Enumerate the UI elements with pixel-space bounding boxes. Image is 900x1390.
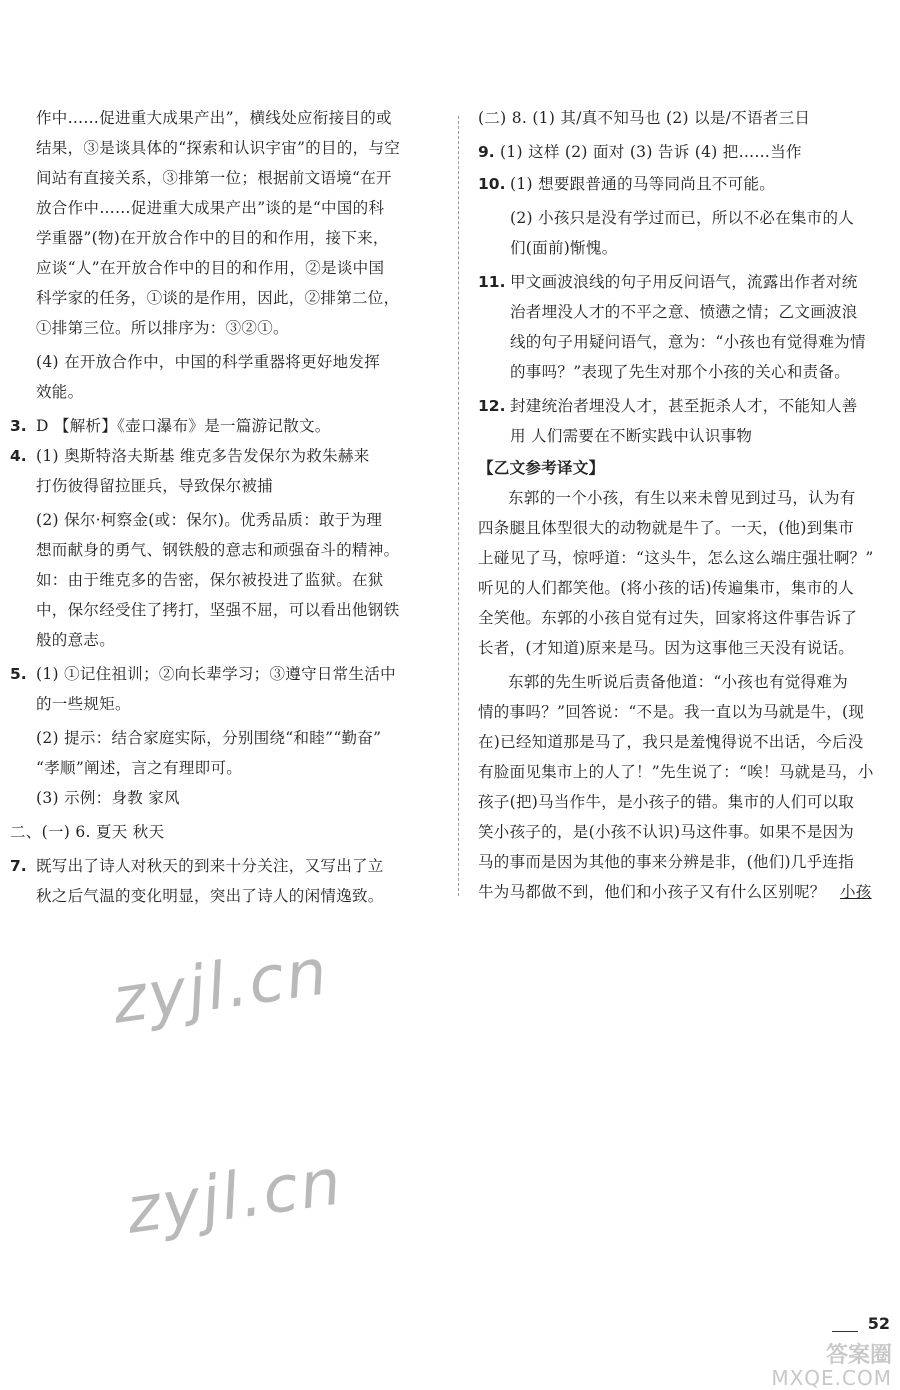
text-line: 东郭的一个小孩，有生以来未曾见到过马，认为有: [508, 489, 856, 507]
text-line: 东郭的先生听说后责备他道：“小孩也有觉得难为: [508, 673, 849, 691]
text-line: 用 人们需要在不断实践中认识事物: [510, 427, 753, 445]
text-line: 作中……促进重大成果产出”，横线处应衔接目的或: [36, 109, 392, 127]
column-divider: [458, 116, 459, 896]
question-number: 12.: [478, 397, 506, 415]
text-line: (1) 这样 (2) 面对 (3) 告诉 (4) 把……当作: [500, 143, 802, 161]
text-line: 听见的人们都笑他。(将小孩的话)传遍集市，集市的人: [478, 579, 855, 597]
watermark: zyjl.cn: [107, 935, 334, 1039]
question-number: 10.: [478, 175, 506, 193]
text-line: 般的意志。: [36, 631, 116, 649]
footer-rule: [832, 1331, 858, 1332]
text-line: 线的句子用疑问语气，意为：“小孩也有觉得难为情: [510, 333, 866, 351]
question-number: 3.: [10, 417, 27, 435]
text-line: (2) 小孩只是没有学过而已，所以不必在集市的人: [510, 209, 855, 227]
brand-url: MXQE.COM: [771, 1366, 892, 1390]
text-line: 牛为马都做不到，他们和小孩子又有什么区别呢？: [478, 883, 826, 901]
text-line: (3) 示例：身教 家风: [36, 789, 180, 807]
text-line: 甲文画波浪线的句子用反问语气，流露出作者对统: [510, 273, 858, 291]
underlined-text: 小孩: [840, 883, 872, 901]
text-line: 既写出了诗人对秋天的到来十分关注，又写出了立: [36, 857, 384, 875]
text-line: 上碰见了马，惊呼道：“这头牛，怎么这么端庄强壮啊？”: [478, 549, 874, 567]
brand-logo: 答案圈: [825, 1343, 892, 1368]
text-line: 想而献身的勇气、钢铁般的意志和顽强奋斗的精神。: [36, 541, 400, 559]
text-line: 秋之后气温的变化明显，突出了诗人的闲情逸致。: [36, 887, 384, 905]
text-line: 有脸面见集市上的人了！”先生说了：“唉！马就是马，小: [478, 763, 874, 781]
text-line: 治者埋没人才的不平之意、愤懑之情；乙文画波浪: [510, 303, 858, 321]
text-line: 情的事吗？”回答说：“不是。我一直以为马就是牛，(现: [478, 703, 865, 721]
text-line: 效能。: [36, 383, 84, 401]
text-line: (2) 保尔·柯察金(或：保尔)。优秀品质：敢于为理: [36, 511, 383, 529]
text-line: 科学家的任务，①谈的是作用，因此，②排第二位，: [36, 289, 400, 307]
text-line: 打伤彼得留拉匪兵，导致保尔被捕: [36, 477, 274, 495]
text-line: 应谈“人”在开放合作中的目的和作用，②是谈中国: [36, 259, 385, 277]
text-line: 学重器”(物)在开放合作中的目的和作用，接下来，: [36, 229, 389, 247]
text-line: 的一些规矩。: [36, 695, 131, 713]
watermark: zyjl.cn: [121, 1145, 348, 1249]
text-line: 笑小孩子的，是(小孩不认识)马这件事。如果不是因为: [478, 823, 855, 841]
text-line: 长者，(才知道)原来是马。因为这事他三天没有说话。: [478, 639, 855, 657]
text-line: (4) 在开放合作中，中国的科学重器将更好地发挥: [36, 353, 381, 371]
text-line: 放合作中……促进重大成果产出”谈的是“中国的科: [36, 199, 385, 217]
text-line: 中，保尔经受住了拷打，坚强不屈，可以看出他钢铁: [36, 601, 400, 619]
text-line: (1) 想要跟普通的马等同尚且不可能。: [510, 175, 776, 193]
question-number: 4.: [10, 447, 27, 465]
text-line: 结果，③是谈具体的“探索和认识宇宙”的目的，与空: [36, 139, 401, 157]
text-line: 如：由于维克多的告密，保尔被投进了监狱。在狱: [36, 571, 384, 589]
text-line: 孩子(把)马当作牛，是小孩子的错。集市的人们可以取: [478, 793, 855, 811]
text-line: 们(面前)惭愧。: [510, 239, 618, 257]
text-line: 封建统治者埋没人才，甚至扼杀人才，不能知人善: [510, 397, 858, 415]
text-line: ①排第三位。所以排序为：③②①。: [36, 319, 289, 337]
text-line: 的事吗？”表现了先生对那个小孩的关心和责备。: [510, 363, 851, 381]
text-line: 马的事而是因为其他的事来分辨是非，(他们)几乎连指: [478, 853, 855, 871]
text-line: “孝顺”阐述，言之有理即可。: [36, 759, 243, 777]
text-line: 在)已经知道那是马了，我只是羞愧得说不出话，今后没: [478, 733, 864, 751]
text-line: (1) 奥斯特洛夫斯基 维克多告发保尔为救朱赫来: [36, 447, 370, 465]
question-number: 7.: [10, 857, 27, 875]
text-line: 全笑他。东郭的小孩自觉有过失，回家将这件事告诉了: [478, 609, 858, 627]
text-line: (2) 提示：结合家庭实际，分别围绕“和睦”“勤奋”: [36, 729, 382, 747]
translation-title: 【乙文参考译文】: [478, 459, 605, 477]
section-heading: 二、(一) 6. 夏天 秋天: [10, 823, 165, 841]
text-line: 四条腿且体型很大的动物就是牛了。一天，(他)到集市: [478, 519, 855, 537]
question-number: 11.: [478, 273, 506, 291]
question-number: 9.: [478, 143, 495, 161]
text-line: (1) ①记住祖训；②向长辈学习；③遵守日常生活中: [36, 665, 396, 683]
text-line: D 【解析】《壶口瀑布》是一篇游记散文。: [36, 417, 331, 435]
question-number: 5.: [10, 665, 27, 683]
page-number: 52: [867, 1314, 890, 1333]
text-line: (二) 8. (1) 其/真不知马也 (2) 以是/不语者三日: [478, 109, 811, 127]
text-line: 间站有直接关系，③排第一位；根据前文语境“在开: [36, 169, 392, 187]
